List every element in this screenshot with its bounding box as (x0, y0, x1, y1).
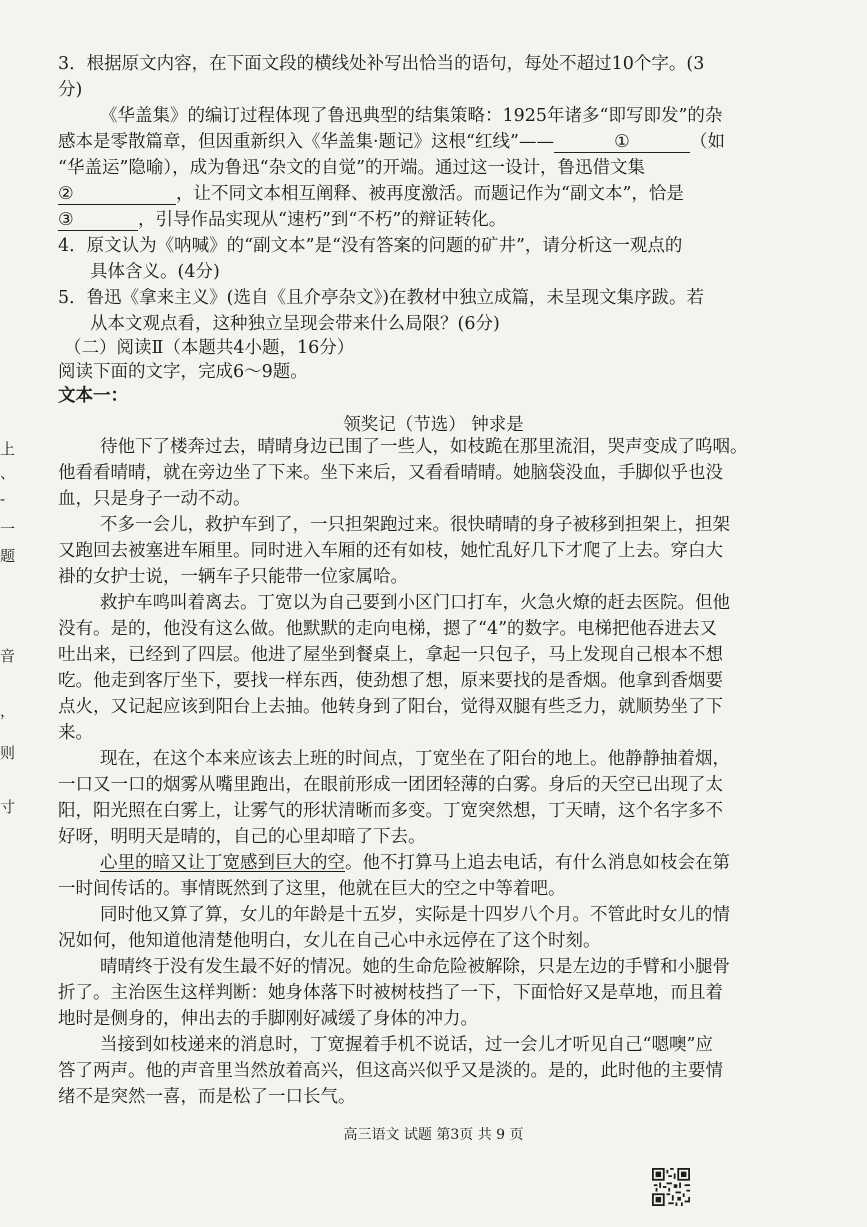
q3-passage-2b: （如 (689, 132, 725, 152)
story-line: 待他下了楼奔过去，晴晴身边已围了一些人，如枝跪在那里流泪，哭声变成了呜咽。 (100, 437, 748, 457)
q3-passage-1: 《华盖集》的编订过程体现了鲁迅典型的结集策略：1925年诸多“即写即发”的杂 (100, 106, 723, 126)
section-instruction: 阅读下面的文字，完成6～9题。 (58, 362, 308, 382)
story-line: 阳，阳光照在白雾上，让雾气的形状清晰而多变。丁宽突然想，丁天晴，这个名字多不 (58, 801, 723, 821)
story-line: 不多一会儿，救护车到了，一只担架跑过来。很快晴晴的身子被移到担架上，担架 (100, 515, 730, 535)
section-heading: （二）阅读Ⅱ（本题共4小题，16分） (64, 338, 355, 358)
underlined-sentence: 心里的暗又让丁宽感到巨大的空 (100, 853, 345, 873)
story-line: 地时是侧身的，伸出去的手脚刚好减缓了身体的冲力。 (58, 1009, 478, 1029)
answer-blank-2[interactable]: ② (58, 182, 176, 205)
qr-code-icon (652, 1168, 690, 1206)
answer-blank-3[interactable]: ③ (58, 208, 138, 231)
q3-line1: 3．根据原文内容，在下面文段的横线处补写出恰当的语句，每处不超过10个字。(3 (58, 54, 705, 74)
story-line: 一口又一口的烟雾从嘴里跑出，在眼前形成一团团轻薄的白雾。身后的天空已出现了太 (58, 775, 723, 795)
story-line: 血，只是身子一动不动。 (58, 489, 251, 509)
q4-line1: 4．原文认为《呐喊》的“副文本”是“没有答案的问题的矿井”，请分析这一观点的 (58, 236, 683, 256)
q3-passage-4-text: ，让不同文本相互阐释、被再度激活。而题记作为“副文本”，恰是 (176, 184, 684, 204)
story-line: 又跑回去被塞进车厢里。同时进入车厢的还有如枝，她忙乱好几下才爬了上去。穿白大 (58, 541, 723, 561)
story-line: 他看看晴晴，就在旁边坐了下来。坐下来后，又看看晴晴。她脑袋没血，手脚似乎也没 (58, 463, 723, 483)
story-line: 救护车鸣叫着离去。丁宽以为自己要到小区门口打车，火急火燎的赶去医院。但他 (100, 593, 730, 613)
q5-line2: 从本文观点看，这种独立呈现会带来什么局限？(6分) (90, 314, 500, 334)
story-line: 吐出来，已经到了四层。他进了屋坐到餐桌上，拿起一只包子，马上发现自己根本不想 (58, 645, 723, 665)
story-line: 好呀，明明天是晴的，自己的心里却暗了下去。 (58, 827, 426, 847)
q3-line2: 分) (58, 80, 83, 100)
story-line-rest: 。他不打算马上追去电话，有什么消息如枝会在第 (345, 853, 730, 873)
margin-mark: 、 (0, 464, 16, 482)
story-line: 晴晴终于没有发生最不好的情况。她的生命危险被解除，只是左边的手臂和小腿骨 (100, 957, 730, 977)
text-label: 文本一： (58, 386, 128, 406)
answer-blank-1[interactable]: ① (554, 130, 690, 153)
story-line: 来。 (58, 723, 93, 743)
margin-mark: 一 (0, 520, 16, 538)
story-line: 点火，又记起应该到阳台上去抽。他转身到了阳台，觉得双腿有些乏力，就顺势坐了下 (58, 697, 723, 717)
page-footer: 高三语文 试题 第3页 共 9 页 (343, 1127, 524, 1143)
story-line: 褂的女护士说，一辆车子只能带一位家属哈。 (58, 567, 408, 587)
story-line: 当接到如枝递来的消息时，丁宽握着手机不说话，过一会儿才听见自己“嗯噢”应 (100, 1035, 713, 1055)
story-title: 领奖记（节选） 钟求是 (343, 415, 524, 435)
story-line: 现在，在这个本来应该去上班的时间点，丁宽坐在了阳台的地上。他静静抽着烟， (100, 749, 730, 769)
story-line: 一时间传话的。事情既然到了这里，他就在巨大的空之中等着吧。 (58, 879, 566, 899)
q3-passage-4 (58, 182, 818, 207)
margin-mark: 上 (0, 440, 16, 458)
q3-passage-2a: 感本是零散篇章，但因重新织入《华盖集·题记》这根“红线”—— (58, 132, 554, 152)
story-line: 同时他又算了算，女儿的年龄是十五岁，实际是十四岁八个月。不管此时女儿的情 (100, 905, 730, 925)
q3-passage-3: “华盖运”隐喻），成为鲁迅“杂文的自觉”的开端。通过这一设计，鲁迅借文集 (58, 158, 646, 178)
q3-passage-2 (58, 130, 818, 155)
margin-mark: 题 (0, 547, 16, 565)
story-line: 答了两声。他的声音里当然放着高兴，但这高兴似乎又是淡的。是的，此时他的主要情 (58, 1061, 723, 1081)
margin-mark: 则 (0, 744, 16, 762)
margin-mark: ， (0, 702, 16, 720)
q3-passage-5 (58, 208, 818, 233)
story-line: 吃。他走到客厅坐下，要找一样东西，使劲想了想，原来要找的是香烟。他拿到香烟要 (58, 671, 723, 691)
margin-mark: 音 (0, 647, 16, 665)
q3-passage-5-text: ，引导作品实现从“速朽”到“不朽”的辩证转化。 (138, 210, 507, 230)
q5-line1: 5．鲁迅《拿来主义》(选自《且介亭杂文》)在教材中独立成篇，未呈现文集序跋。若 (58, 288, 705, 308)
q4-line2: 具体含义。(4分) (90, 262, 220, 282)
margin-mark: 寸 (0, 798, 16, 816)
story-line: 折了。主治医生这样判断：她身体落下时被树枝挡了一下，下面恰好又是草地，而且着 (58, 983, 723, 1003)
story-line: 绪不是突然一喜，而是松了一口长气。 (58, 1087, 356, 1107)
story-line: 况如何，他知道他清楚他明白，女儿在自己心中永远停在了这个时刻。 (58, 931, 601, 951)
margin-mark: - (0, 490, 6, 508)
story-line-underlined (100, 851, 860, 876)
story-line: 没有。是的，他没有这么做。他默默的走向电梯，摁了“4”的数字。电梯把他吞进去又 (58, 619, 718, 639)
